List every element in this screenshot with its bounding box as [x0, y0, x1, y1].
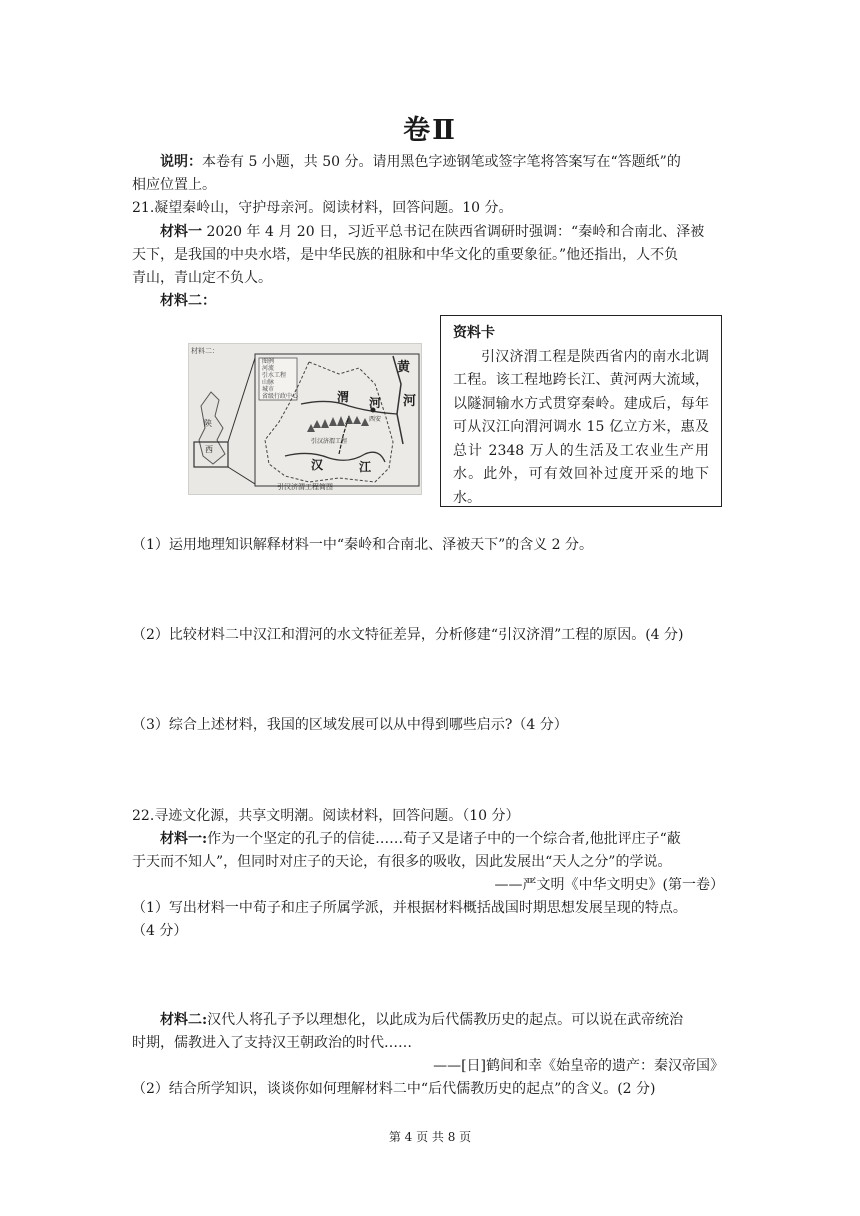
legend-item-3: 城市 — [262, 386, 275, 393]
map-label-wei: 渭 — [337, 390, 350, 404]
map-legend — [262, 358, 298, 400]
map-corner-label: 材料二： — [191, 347, 219, 355]
instructions-text-1: 本卷有 5 小题，共 50 分。请用黑色字迹钢笔或签字笔将答案写在“答题纸”的 — [202, 154, 681, 170]
q21-sub2: （2）比较材料二中汉江和渭河的水文特征差异，分析修建“引汉济渭”工程的原因。(4 分) — [132, 627, 684, 643]
q22-material2-line-2: 时期，儒教进入了支持汉王朝政治的时代…… — [132, 1035, 412, 1051]
legend-item-1: 引水工程 — [262, 372, 287, 379]
map-label-jiang: 江 — [359, 460, 372, 474]
legend-item-4: 省级行政中心 — [262, 393, 299, 400]
map-label-project: 引汉济渭工程 — [311, 438, 348, 445]
map-caption: 引汉济渭工程简图 — [277, 483, 333, 491]
q21-material1-line-1 — [160, 222, 704, 242]
q22-material1-label: 材料一: — [160, 831, 208, 847]
map-label-he-yellow: 河 — [403, 394, 417, 409]
q22-material1-line-1 — [160, 829, 681, 849]
info-card — [440, 315, 722, 507]
legend-item-0: 河流 — [262, 365, 275, 372]
map-label-huang: 黄 — [397, 360, 411, 375]
q22-sub2: （2）结合所学知识，谈谈你如何理解材料二中“后代儒教历史的起点”的含义。(2 分) — [132, 1081, 656, 1097]
instructions-line-2: 相应位置上。 — [132, 177, 216, 193]
q22-material1-text-1: 作为一个坚定的孔子的信徒……荀子又是诸子中的一个综合者,他批评庄子“蔽 — [207, 831, 681, 847]
q21-material1-line-2: 天下，是我国的中央水塔，是中华民族的祖脉和中华文化的重要象征。”他还指出，人不负 — [132, 247, 679, 263]
q21-sub1: （1）运用地理知识解释材料一中“秦岭和合南北、泽被天下”的含义 2 分。 — [132, 537, 594, 553]
q22-stem: 22.寻迹文化源，共享文明潮。阅读材料，回答问题。（10 分） — [132, 808, 520, 824]
project-map — [188, 343, 422, 495]
q22-material1-line-2: 于天而不知人”，但同时对庄子的天论，有很多的吸收，因此发展出“天人之分”的学说。 — [132, 854, 672, 870]
q22-sub1-line-2: （4 分） — [132, 923, 188, 939]
info-card-text: 引汉济渭工程是陕西省内的南水北调工程。该工程地跨长江、黄河两大流域，以隧洞输水方式贯穿秦岭。建成后，每年可从汉江向渭河调水 15 亿立方米，惠及总计 2348 万人的生活及工农业生产用水。此外，可有效回补过度开采的地下水。 — [453, 348, 709, 506]
q21-stem: 21.凝望秦岭山，守护母亲河。阅读材料，回答问题。10 分。 — [132, 200, 513, 216]
zoom-line-top — [228, 358, 255, 442]
map-label-han: 汉 — [311, 458, 324, 472]
q22-material2-label: 材料二: — [160, 1012, 208, 1028]
instructions-label: 说明： — [160, 154, 202, 170]
q22-sub1-line-1: （1）写出材料一中荀子和庄子所属学派，并根据材料概括战国时期思想发展呈现的特点。 — [132, 900, 687, 916]
map-graphic — [189, 344, 421, 494]
page-footer: 第 4 页 共 8 页 — [388, 1130, 472, 1144]
map-label-he: 河 — [369, 396, 382, 410]
q21-material2-label: 材料二： — [160, 293, 216, 309]
q21-material1-label: 材料一 — [160, 224, 202, 240]
q21-material1-line-3: 青山，青山定不负人。 — [132, 270, 272, 286]
q21-sub3: （3）综合上述材料，我国的区域发展可以从中得到哪些启示?（4 分） — [132, 717, 568, 733]
q22-material2-source: ——[日]鹤间和幸《始皇帝的遗产：秦汉帝国》 — [433, 1058, 724, 1074]
legend-title: 图例 — [262, 358, 275, 365]
legend-item-2: 山脉 — [262, 379, 275, 386]
map-label-shan: 陕 — [204, 419, 212, 428]
section-title: 卷Ⅱ — [403, 115, 457, 146]
map-label-xi: 西 — [205, 445, 213, 454]
q22-material2-text-1: 汉代人将孔子予以理想化，以此成为后代儒教历史的起点。可以说在武帝统治 — [207, 1012, 684, 1028]
info-card-title: 资料卡 — [453, 325, 495, 341]
q21-material1-text-1: 2020 年 4 月 20 日，习近平总书记在陕西省调研时强调：“秦岭和合南北、泽被 — [202, 224, 705, 240]
q22-material1-source: ——严文明《中华文明史》(第一卷） — [494, 877, 724, 893]
map-label-xian: 西安 — [369, 416, 382, 423]
instructions-line-1 — [160, 152, 681, 172]
q22-material2-line-1 — [160, 1010, 683, 1030]
